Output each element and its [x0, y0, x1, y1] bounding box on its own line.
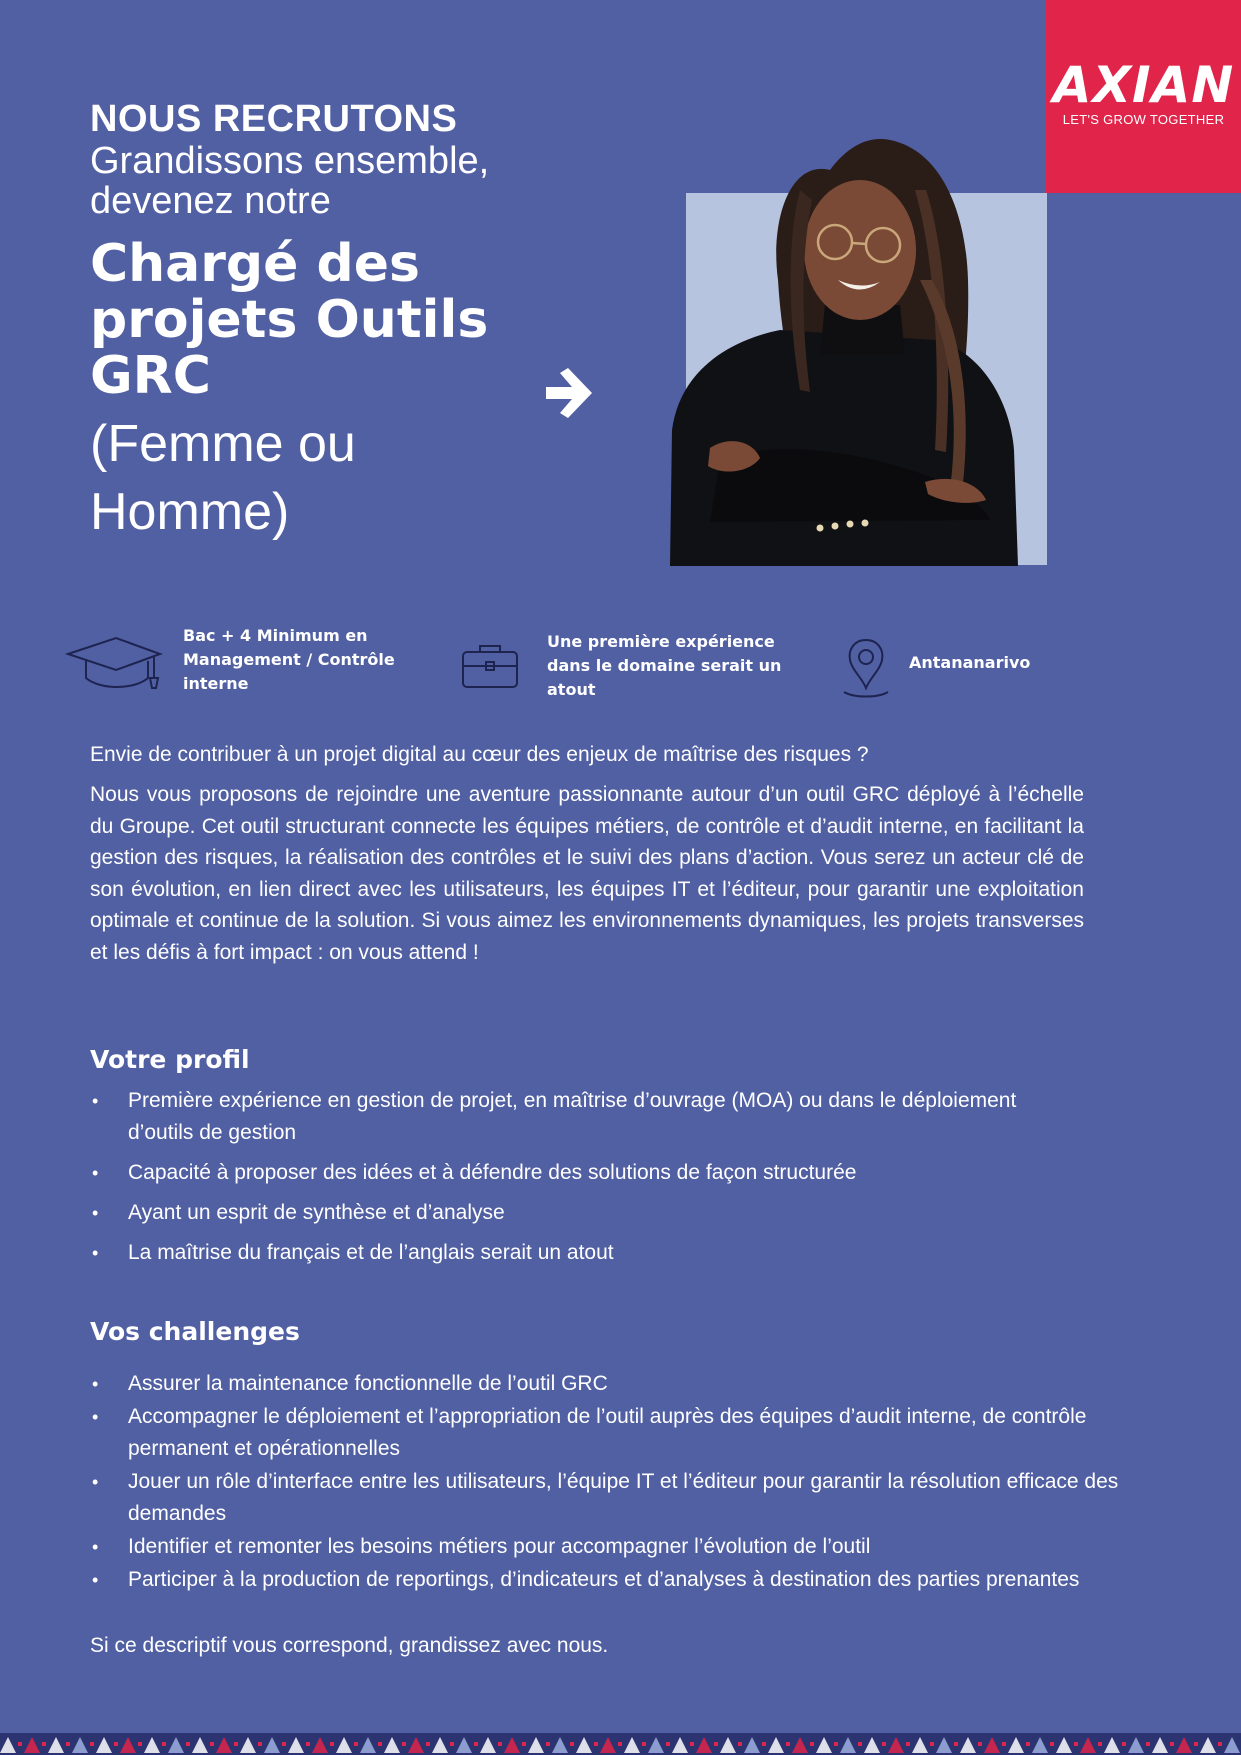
brand-logo — [1046, 0, 1241, 193]
list-item: • Participer à la production de reportings, d’indicateurs et d’analyses à destination des parties prenantes — [90, 1564, 1170, 1596]
criterion-experience: Une première expérience dans le domaine serait un atout — [547, 632, 782, 699]
list-item: • Jouer un rôle d’interface entre les utilisateurs, l’équipe IT et l’éditeur pour garantir la résolution efficace des demandes — [90, 1466, 1170, 1530]
arrow-right-icon — [542, 366, 602, 420]
intro-paragraph: Nous vous proposons de rejoindre une aventure passionnante autour d’un outil GRC déployé à l’échelle du Groupe. Cet outil structurant connecte les équipes métiers, de contrôle et d’audit interne, en facilitant la gestion des risques, la réalisation des contrôles et le suivi des plans d’action. Vous serez un acteur clé de son évolution, en lien direct avec les utilisateurs, les équipes IT et l’éditeur, pour garantir une exploitation optimale et continue de la solution. Si vous aimez les environnements dynamiques, les projets transverses et les défis à fort impact : on vous attend ! — [90, 783, 1084, 964]
decorative-pattern-border — [0, 1733, 1241, 1755]
logo-tagline: LET'S GROW TOGETHER — [1062, 112, 1225, 127]
list-item: • Capacité à proposer des idées et à défendre des solutions de façon structurée — [90, 1157, 1070, 1189]
briefcase-icon — [460, 642, 520, 690]
recruiting-subtitle: Grandissons ensemble, devenez notre — [90, 140, 490, 222]
logo-wordmark: AXIAN — [1052, 56, 1235, 114]
recruiting-heading: NOUS RECRUTONS — [90, 98, 458, 140]
portrait-photo — [650, 130, 1050, 566]
list-item: • Identifier et remonter les besoins métiers pour accompagner l’évolution de l’outil — [90, 1531, 1170, 1563]
list-item: • La maîtrise du français et de l’anglais serait un atout — [90, 1237, 1070, 1269]
job-title: Chargé des projets Outils GRC — [90, 234, 489, 406]
job-gender-note: (Femme ou Homme) — [90, 415, 356, 541]
list-item: • Ayant un esprit de synthèse et d’analyse — [90, 1197, 1070, 1229]
list-item: • Assurer la maintenance fonctionnelle de l’outil GRC — [90, 1368, 1170, 1400]
challenges-list — [90, 1368, 1170, 1597]
criterion-location: Antananarivo — [909, 653, 1031, 672]
profile-list — [90, 1085, 1070, 1277]
criterion-education: Bac + 4 Minimum en Management / Contrôle interne — [183, 626, 395, 693]
closing-line: Si ce descriptif vous correspond, grandissez avec nous. — [90, 1634, 609, 1657]
list-item: • Accompagner le déploiement et l’appropriation de l’outil auprès des équipes d’audit interne, de contrôle permanent et opérationnelles — [90, 1401, 1170, 1465]
challenges-section-title: Vos challenges — [90, 1317, 300, 1346]
profile-section-title: Votre profil — [90, 1045, 250, 1074]
graduation-cap-icon — [64, 636, 164, 696]
location-pin-icon — [838, 636, 894, 700]
list-item: • Première expérience en gestion de projet, en maîtrise d’ouvrage (MOA) ou dans le déploiement d’outils de gestion — [90, 1085, 1070, 1149]
intro-question: Envie de contribuer à un projet digital au cœur des enjeux de maîtrise des risques ? — [90, 743, 869, 766]
